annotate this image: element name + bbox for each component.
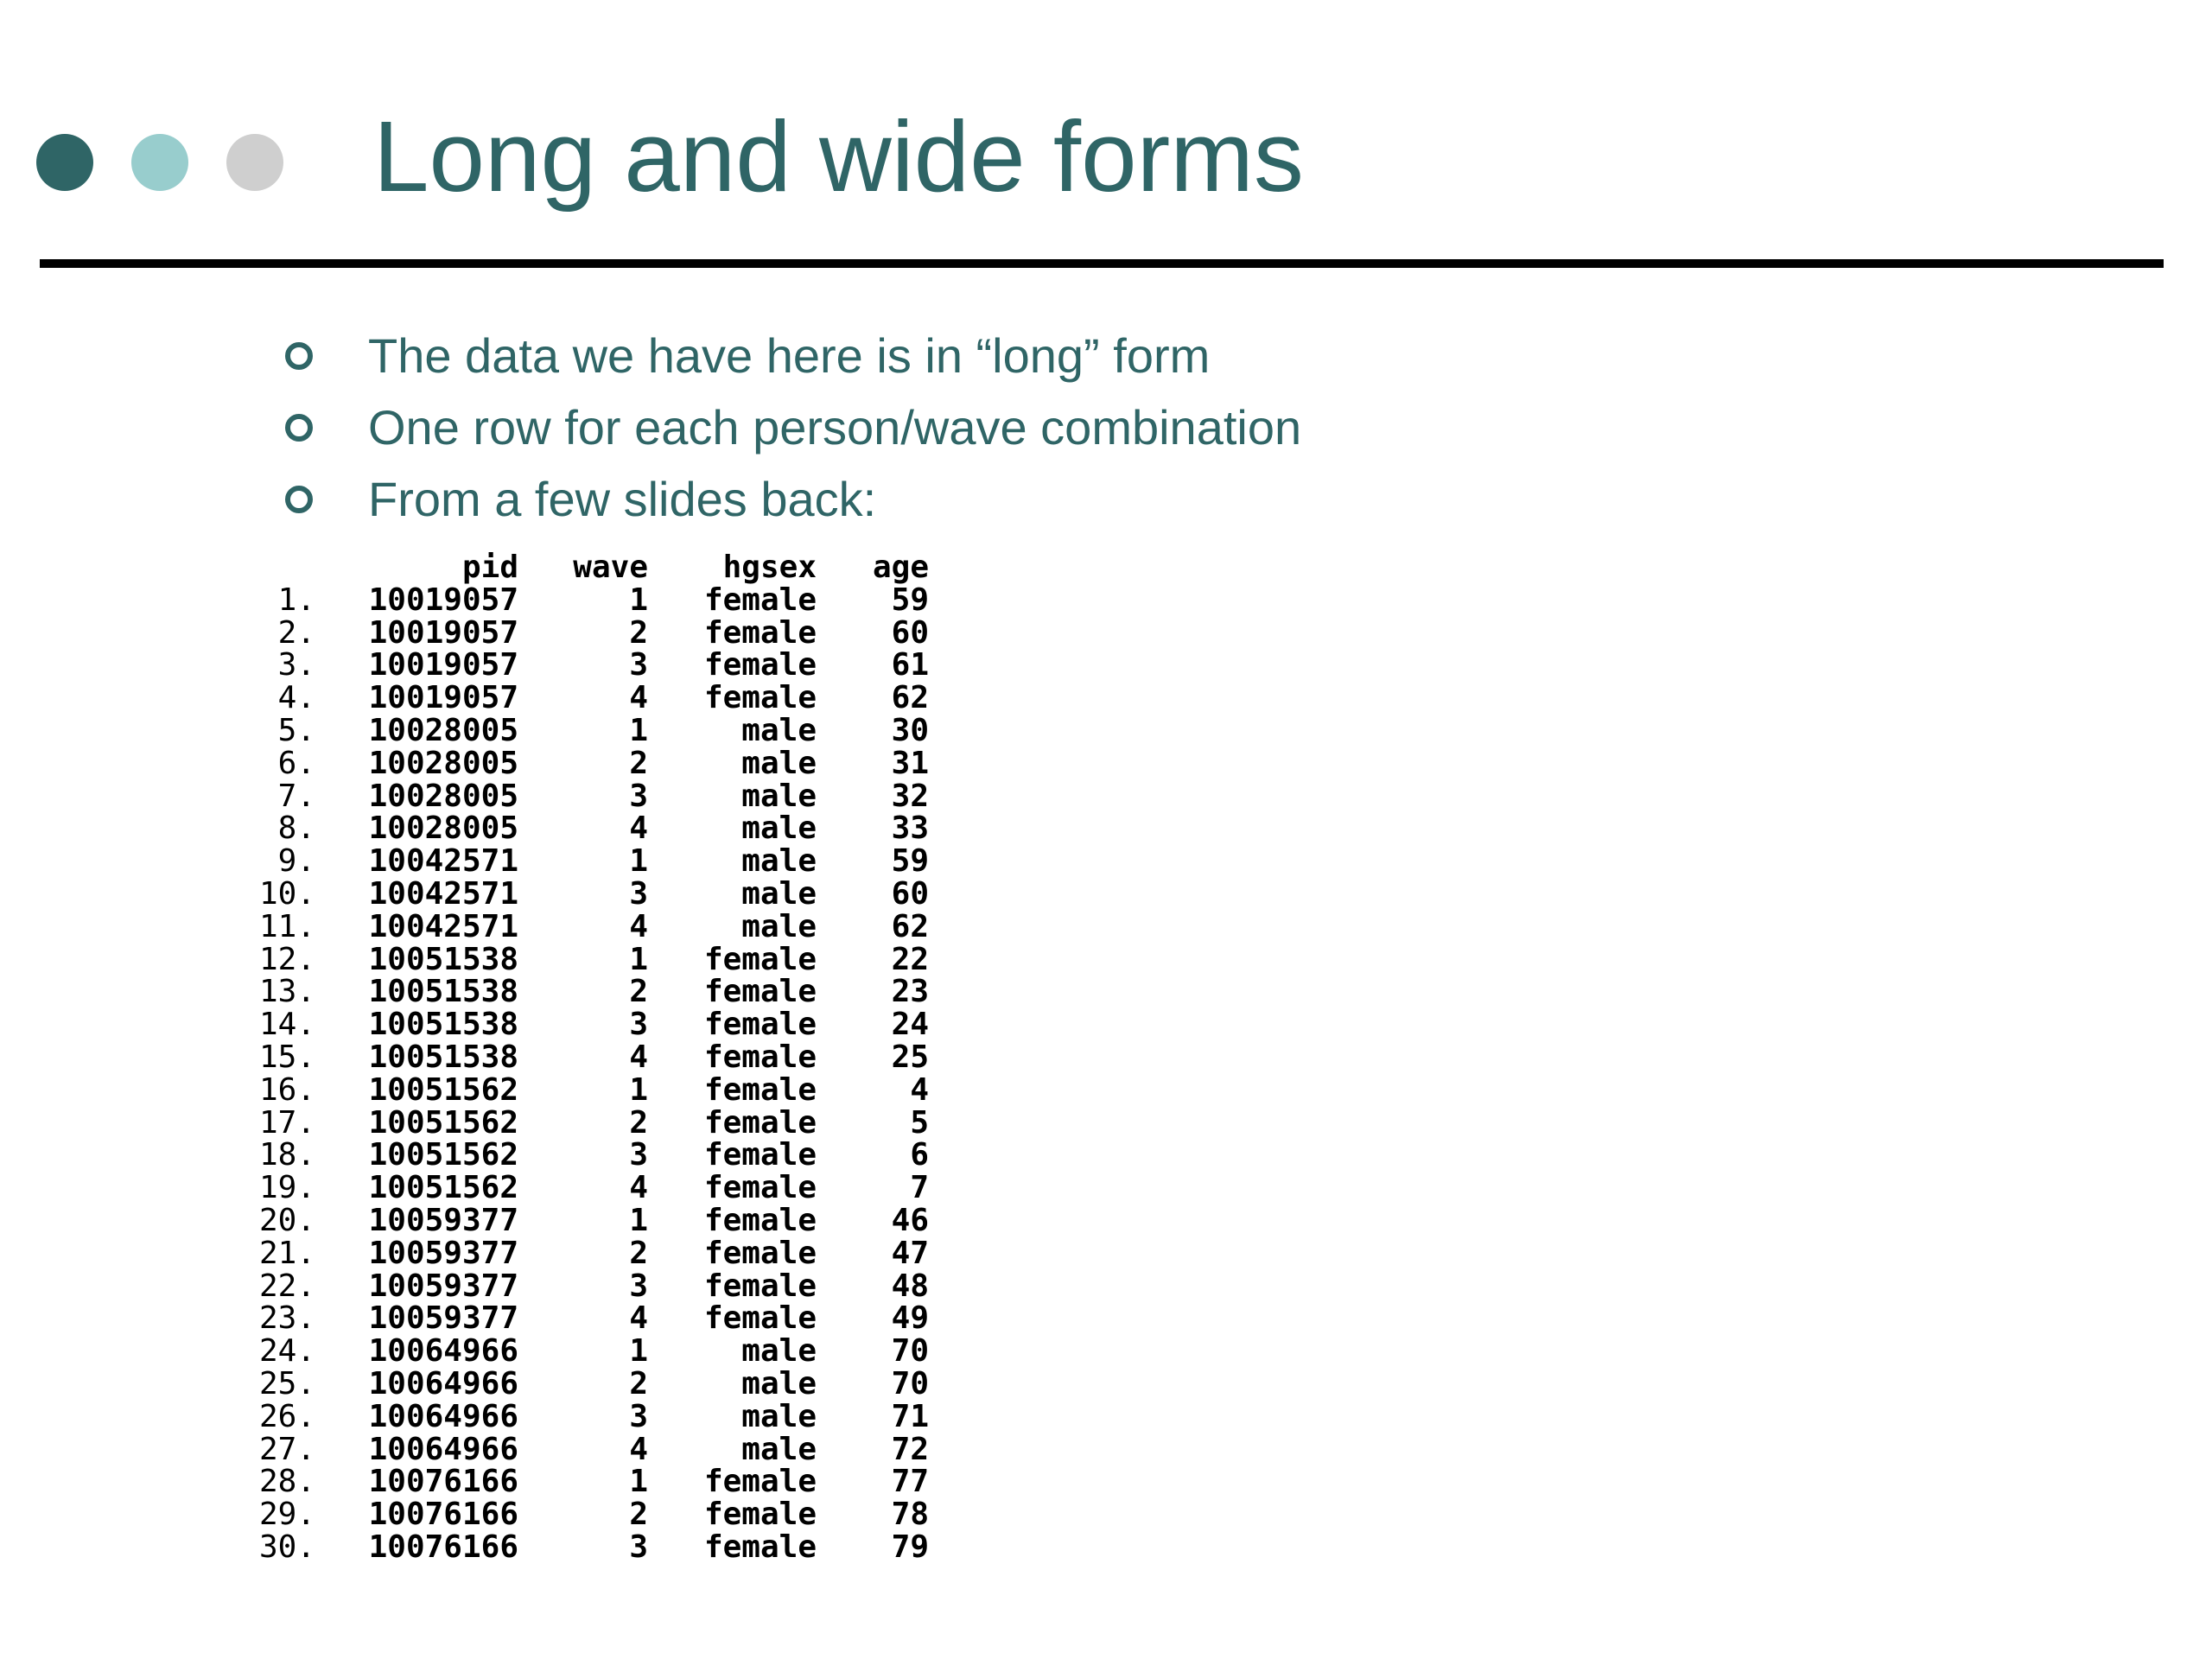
table-row	[251, 1071, 929, 1108]
bullet-text: From a few slides back:	[368, 472, 877, 526]
header-index	[251, 551, 315, 584]
cell-hgsex: female	[703, 974, 817, 1010]
cell-pid: 10059377	[368, 1235, 518, 1271]
cell-wave: 2	[629, 1104, 648, 1141]
cell-hgsex: male	[741, 1431, 817, 1467]
header-wave: wave	[573, 550, 648, 585]
cell-wave: 3	[629, 1529, 648, 1565]
cell-age: 60	[891, 875, 929, 912]
cell-hgsex: male	[741, 843, 817, 880]
cell-wave: 3	[629, 1268, 648, 1304]
table-row	[251, 1302, 929, 1335]
row-index: 11.	[258, 908, 315, 944]
table-row	[251, 908, 929, 944]
cell-pid: 10019057	[368, 680, 518, 716]
cell-pid: 10064966	[368, 1398, 518, 1434]
cell-age: 49	[891, 1300, 929, 1337]
cell-age: 59	[891, 843, 929, 880]
cell-age: 62	[891, 680, 929, 716]
cell-hgsex: male	[741, 908, 817, 944]
cell-age: 61	[891, 647, 929, 683]
row-index: 24.	[258, 1333, 315, 1370]
cell-hgsex: female	[703, 1104, 817, 1141]
row-index: 5.	[277, 712, 315, 748]
table-body	[251, 584, 929, 1564]
cell-hgsex: female	[703, 1039, 817, 1075]
table-row	[251, 1270, 929, 1303]
table-row	[251, 1202, 929, 1238]
cell-pid: 10042571	[368, 908, 518, 944]
cell-pid: 10019057	[368, 647, 518, 683]
cell-hgsex: male	[741, 875, 817, 912]
cell-hgsex: male	[741, 1398, 817, 1434]
cell-wave: 3	[629, 1398, 648, 1434]
cell-pid: 10051562	[368, 1071, 518, 1108]
cell-wave: 1	[629, 582, 648, 618]
cell-hgsex: female	[703, 1497, 817, 1533]
cell-pid: 10064966	[368, 1333, 518, 1370]
cell-age: 70	[891, 1333, 929, 1370]
row-index: 26.	[258, 1398, 315, 1434]
cell-wave: 4	[629, 1300, 648, 1337]
bullet-item	[285, 391, 1301, 463]
row-index: 2.	[277, 614, 315, 651]
cell-hgsex: female	[703, 941, 817, 977]
cell-hgsex: female	[703, 1235, 817, 1271]
table-row	[251, 682, 929, 715]
cell-wave: 1	[629, 1071, 648, 1108]
table-row	[251, 1335, 929, 1368]
bullet-list	[285, 320, 1301, 535]
cell-wave: 2	[629, 614, 648, 651]
table-row	[251, 747, 929, 780]
cell-pid: 10051538	[368, 1039, 518, 1075]
cell-wave: 4	[629, 810, 648, 847]
cell-wave: 1	[629, 1333, 648, 1370]
table-row	[251, 584, 929, 617]
cell-age: 46	[891, 1202, 929, 1238]
cell-hgsex: female	[703, 1268, 817, 1304]
light-teal-dot-icon	[131, 134, 188, 191]
row-index: 21.	[258, 1235, 315, 1271]
cell-hgsex: male	[741, 1333, 817, 1370]
cell-pid: 10042571	[368, 843, 518, 880]
row-index: 29.	[258, 1497, 315, 1533]
table-row	[251, 1008, 929, 1041]
table-header-row	[251, 551, 929, 584]
cell-age: 47	[891, 1235, 929, 1271]
cell-age: 6	[910, 1137, 929, 1173]
cell-hgsex: female	[703, 1170, 817, 1206]
row-index: 10.	[258, 875, 315, 912]
cell-wave: 4	[629, 1039, 648, 1075]
cell-wave: 4	[629, 1170, 648, 1206]
row-index: 13.	[258, 974, 315, 1010]
cell-pid: 10051562	[368, 1170, 518, 1206]
cell-pid: 10064966	[368, 1365, 518, 1402]
table-row	[251, 1041, 929, 1074]
table-row	[251, 780, 929, 813]
cell-hgsex: female	[703, 1137, 817, 1173]
cell-age: 71	[891, 1398, 929, 1434]
table-row	[251, 1531, 929, 1564]
cell-age: 30	[891, 712, 929, 748]
row-index: 27.	[258, 1431, 315, 1467]
bullet-text: One row for each person/wave combination	[368, 400, 1302, 454]
cell-pid: 10076166	[368, 1497, 518, 1533]
cell-pid: 10059377	[368, 1300, 518, 1337]
grey-dot-icon	[226, 134, 283, 191]
dark-teal-dot-icon	[36, 134, 93, 191]
hollow-circle-bullet-icon	[285, 342, 313, 370]
table-row	[251, 1172, 929, 1205]
cell-wave: 2	[629, 974, 648, 1010]
cell-wave: 4	[629, 908, 648, 944]
cell-wave: 2	[629, 1365, 648, 1402]
cell-wave: 2	[629, 745, 648, 781]
cell-pid: 10059377	[368, 1268, 518, 1304]
cell-hgsex: female	[703, 680, 817, 716]
row-index: 17.	[258, 1104, 315, 1141]
cell-pid: 10051538	[368, 941, 518, 977]
table-row	[251, 1365, 929, 1402]
cell-wave: 1	[629, 712, 648, 748]
cell-pid: 10028005	[368, 712, 518, 748]
table-row	[251, 976, 929, 1008]
stata-output-table	[251, 551, 929, 1564]
cell-age: 60	[891, 614, 929, 651]
row-index: 4.	[277, 680, 315, 716]
row-index: 19.	[258, 1170, 315, 1206]
cell-wave: 1	[629, 941, 648, 977]
cell-wave: 1	[629, 1202, 648, 1238]
table-row	[251, 941, 929, 977]
cell-pid: 10051562	[368, 1104, 518, 1141]
cell-wave: 3	[629, 1137, 648, 1173]
cell-pid: 10042571	[368, 875, 518, 912]
table-row	[251, 1237, 929, 1270]
cell-hgsex: male	[741, 712, 817, 748]
cell-age: 77	[891, 1464, 929, 1500]
table-row	[251, 1465, 929, 1498]
header-hgsex: hgsex	[722, 550, 817, 585]
row-index: 30.	[258, 1529, 315, 1565]
cell-wave: 2	[629, 1497, 648, 1533]
row-index: 14.	[258, 1007, 315, 1043]
row-index: 20.	[258, 1202, 315, 1238]
bullet-item	[285, 320, 1301, 391]
cell-age: 5	[910, 1104, 929, 1141]
cell-wave: 3	[629, 1007, 648, 1043]
cell-pid: 10028005	[368, 778, 518, 814]
header-age: age	[872, 550, 929, 585]
cell-pid: 10051562	[368, 1137, 518, 1173]
row-index: 7.	[277, 778, 315, 814]
cell-age: 31	[891, 745, 929, 781]
cell-pid: 10059377	[368, 1202, 518, 1238]
row-index: 1.	[277, 582, 315, 618]
row-index: 6.	[277, 745, 315, 781]
cell-hgsex: female	[703, 647, 817, 683]
cell-wave: 2	[629, 1235, 648, 1271]
cell-age: 59	[891, 582, 929, 618]
table-row	[251, 1398, 929, 1434]
row-index: 25.	[258, 1365, 315, 1402]
cell-age: 70	[891, 1365, 929, 1402]
cell-hgsex: female	[703, 1071, 817, 1108]
table-row	[251, 875, 929, 912]
table-row	[251, 845, 929, 878]
cell-pid: 10028005	[368, 745, 518, 781]
cell-hgsex: male	[741, 810, 817, 847]
row-index: 23.	[258, 1300, 315, 1337]
title-divider	[40, 259, 2164, 268]
slide-title: Long and wide forms	[373, 100, 1304, 213]
cell-pid: 10051538	[368, 1007, 518, 1043]
table-row	[251, 649, 929, 682]
cell-pid: 10028005	[368, 810, 518, 847]
table-row	[251, 712, 929, 748]
cell-hgsex: female	[703, 1007, 817, 1043]
cell-age: 25	[891, 1039, 929, 1075]
cell-age: 62	[891, 908, 929, 944]
cell-pid: 10019057	[368, 582, 518, 618]
cell-pid: 10019057	[368, 614, 518, 651]
cell-hgsex: male	[741, 778, 817, 814]
row-index: 12.	[258, 941, 315, 977]
cell-hgsex: female	[703, 1464, 817, 1500]
cell-hgsex: female	[703, 1300, 817, 1337]
row-index: 28.	[258, 1464, 315, 1500]
cell-age: 24	[891, 1007, 929, 1043]
cell-hgsex: male	[741, 1365, 817, 1402]
cell-age: 79	[891, 1529, 929, 1565]
cell-hgsex: male	[741, 745, 817, 781]
row-index: 8.	[277, 810, 315, 847]
table-row	[251, 812, 929, 845]
cell-hgsex: female	[703, 1529, 817, 1565]
cell-age: 33	[891, 810, 929, 847]
header-pid: pid	[461, 550, 518, 585]
cell-age: 78	[891, 1497, 929, 1533]
cell-wave: 4	[629, 1431, 648, 1467]
row-index: 15.	[258, 1039, 315, 1075]
cell-pid: 10076166	[368, 1529, 518, 1565]
cell-wave: 1	[629, 1464, 648, 1500]
cell-age: 23	[891, 974, 929, 1010]
cell-age: 4	[910, 1071, 929, 1108]
cell-age: 72	[891, 1431, 929, 1467]
cell-age: 32	[891, 778, 929, 814]
table-row	[251, 614, 929, 651]
row-index: 9.	[277, 843, 315, 880]
table-row	[251, 1104, 929, 1141]
decorative-dots	[36, 134, 296, 191]
cell-wave: 1	[629, 843, 648, 880]
bullet-item	[285, 463, 1301, 535]
cell-hgsex: female	[703, 582, 817, 618]
cell-wave: 4	[629, 680, 648, 716]
table-row	[251, 1139, 929, 1172]
cell-wave: 3	[629, 875, 648, 912]
cell-pid: 10051538	[368, 974, 518, 1010]
row-index: 16.	[258, 1071, 315, 1108]
cell-hgsex: female	[703, 614, 817, 651]
hollow-circle-bullet-icon	[285, 486, 313, 513]
table-row	[251, 1498, 929, 1531]
table-row	[251, 1433, 929, 1466]
row-index: 18.	[258, 1137, 315, 1173]
cell-pid: 10064966	[368, 1431, 518, 1467]
cell-pid: 10076166	[368, 1464, 518, 1500]
bullet-text: The data we have here is in “long” form	[368, 328, 1211, 383]
cell-age: 22	[891, 941, 929, 977]
cell-wave: 3	[629, 647, 648, 683]
hollow-circle-bullet-icon	[285, 414, 313, 442]
cell-wave: 3	[629, 778, 648, 814]
row-index: 22.	[258, 1268, 315, 1304]
cell-hgsex: female	[703, 1202, 817, 1238]
cell-age: 48	[891, 1268, 929, 1304]
cell-age: 7	[910, 1170, 929, 1206]
row-index: 3.	[277, 647, 315, 683]
